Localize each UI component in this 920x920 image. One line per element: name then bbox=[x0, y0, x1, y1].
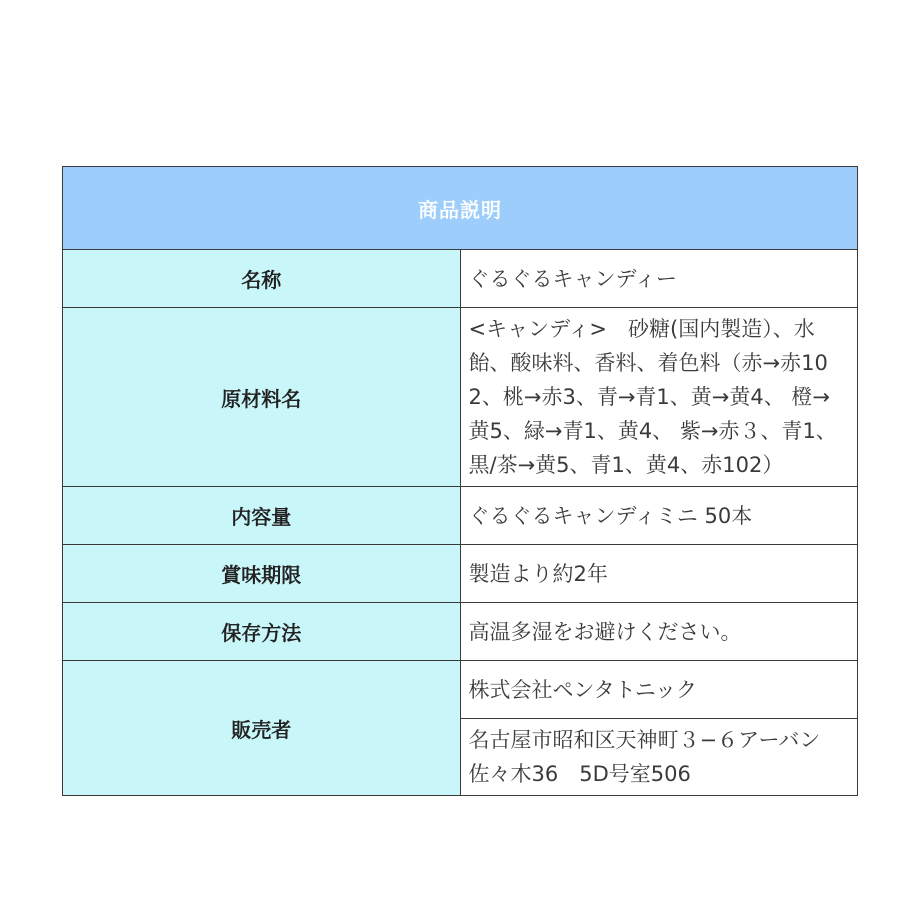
row-label-seller: 販売者 bbox=[63, 661, 461, 796]
table-row-storage bbox=[63, 603, 858, 661]
row-label-name: 名称 bbox=[63, 250, 461, 308]
row-label-expiry: 賞味期限 bbox=[63, 545, 461, 603]
row-label-contents: 内容量 bbox=[63, 487, 461, 545]
row-value-seller-address: 名古屋市昭和区天神町３−６アーバン佐々木36 5D号室506 bbox=[460, 719, 858, 796]
row-value-storage: 高温多湿をお避けください。 bbox=[460, 603, 858, 661]
row-value-contents: ぐるぐるキャンディミニ 50本 bbox=[460, 487, 858, 545]
row-value-seller-company: 株式会社ペンタトニック bbox=[460, 661, 858, 719]
row-label-ingredients: 原材料名 bbox=[63, 308, 461, 487]
table-row-ingredients bbox=[63, 308, 858, 487]
row-value-expiry: 製造より約2年 bbox=[460, 545, 858, 603]
table-row-name bbox=[63, 250, 858, 308]
table-title: 商品説明 bbox=[63, 167, 858, 250]
row-value-name: ぐるぐるキャンディー bbox=[460, 250, 858, 308]
product-description-table bbox=[62, 166, 858, 796]
row-label-storage: 保存方法 bbox=[63, 603, 461, 661]
table-row-contents bbox=[63, 487, 858, 545]
row-value-ingredients: <キャンディ> 砂糖(国内製造）、水飴、酸味料、香料、着色料（赤→赤102、桃→赤3、青→青1、黄→黄4、 橙→黄5、緑→青1、黄4、 紫→赤３、青1、黒/茶→黄5、青1、黄4、赤102） bbox=[460, 308, 858, 487]
table-row-expiry bbox=[63, 545, 858, 603]
table-row-seller-company bbox=[63, 661, 858, 719]
